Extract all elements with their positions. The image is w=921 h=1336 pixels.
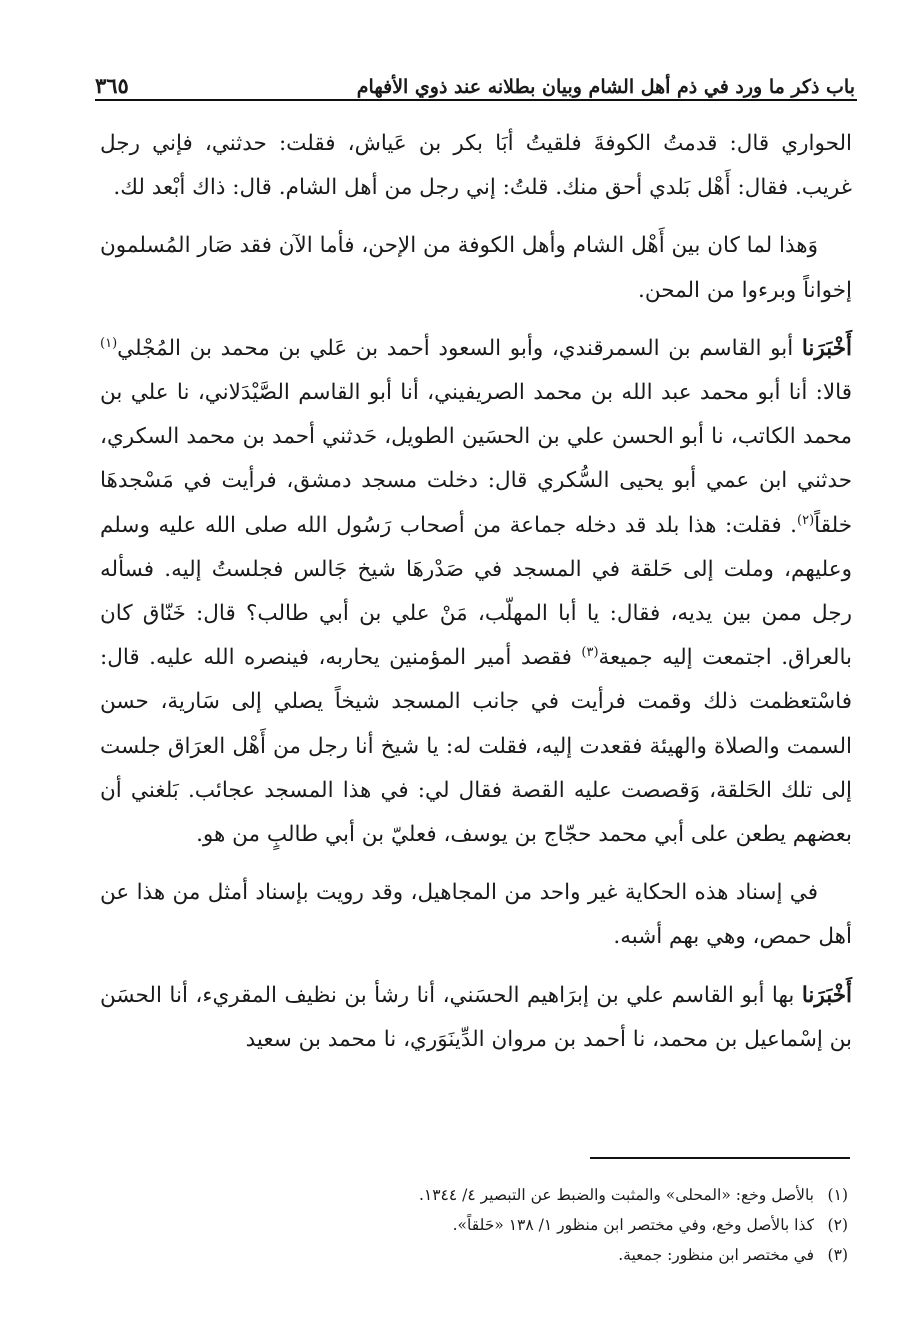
paragraph-3-text-c: . فقلت: هذا بلد قد دخله جماعة من أصحاب رَسُول الله صلى الله عليه وسلم وعليهم، وملت إلى حَلقة في المسجد في صَدْرهَا شيخ جَالس فجلستُ إليه. فسأله رجل ممن بين يديه، فقال: يا أبا المهلّب، مَنْ علي بن أبي طالب؟ قال: خَنّاق كان بالعراق. اجتمعت إليه جميعة <box>100 512 853 671</box>
footnote-text: في مختصر ابن منظور: جمعية. <box>618 1246 814 1264</box>
footnote-ref-2[interactable]: (٢) <box>797 512 815 528</box>
footnote-2 <box>300 1210 848 1240</box>
akhbarana-keyword: أَخْبَرَنا <box>801 335 852 361</box>
footnote-ref-1[interactable]: (١) <box>100 335 118 351</box>
footnote-text: بالأصل وخع: «المحلى» والمثبت والضبط عن التبصير ٤/ ١٣٤٤. <box>418 1186 814 1204</box>
chapter-title: باب ذكر ما ورد في ذم أهل الشام وبيان بطلانه عند ذوي الأفهام <box>356 76 855 98</box>
footnote-3 <box>300 1240 848 1270</box>
footnote-1 <box>300 1180 848 1210</box>
main-text <box>100 122 852 1062</box>
akhbarana-keyword: أَخْبَرَنا <box>801 982 852 1008</box>
header-rule <box>95 99 857 101</box>
paragraph-3 <box>100 327 852 857</box>
paragraph-3-text-b: قالا: أنا أبو محمد عبد الله بن محمد الصريفيني، أنا أبو القاسم الصَّيْدَلاني، نا علي بن محمد الكاتب، نا أبو الحسن علي بن الحسَين الطويل، حَدثني أحمد بن محمد السكري، حدثني ابن عمي أبو يحيى السُّكري قال: دخلت مسجد دمشق، فرأيت في مَسْجدهَا خلقاً <box>100 380 852 538</box>
footnote-ref-3[interactable]: (٣) <box>581 645 599 661</box>
footnote-rule <box>590 1157 850 1159</box>
paragraph-4: في إسناد هذه الحكاية غير واحد من المجاهيل، وقد رويت بإسناد أمثل من هذا عن أهل حمص، وهي بهم أشبه. <box>100 880 852 950</box>
footnote-number: (١) <box>827 1186 848 1204</box>
page-number: ٣٦٥ <box>95 73 129 98</box>
paragraph-5 <box>100 974 852 1062</box>
paragraph-2: وَهذا لما كان بين أَهْل الشام وأهل الكوفة من الإحن، فأما الآن فقد صَار المُسلمون إخواناً وبرءوا من المحن. <box>100 233 852 303</box>
paragraph-3-text-a: أبو القاسم بن السمرقندي، وأبو السعود أحمد بن عَلي بن محمد بن المُجْلي <box>117 335 802 361</box>
paragraph-5-text: بها أبو القاسم علي بن إبرَاهيم الحسَني، أنا رشأ بن نظيف المقريء، أنا الحسَن بن إسْماعيل بن محمد، نا أحمد بن مروان الدِّينَوَري، نا محمد بن سعيد <box>100 982 852 1052</box>
footnote-number: (٢) <box>827 1216 848 1234</box>
running-header <box>95 52 855 98</box>
paragraph-3-text-d: فقصد أمير المؤمنين يحاربه، فينصره الله عليه. قال: فاسْتعظمت ذلك وقمت فرأيت في جانب المسجد شيخاً يصلي إلى سَارية، حسن السمت والصلاة والهيئة فقعدت إليه، فقلت له: يا شيخ أنا رجل من أَهْل العرَاق جلست إلى تلك الحَلقة، وَقصصت عليه القصة فقال لي: في هذا المسجد عجائب. بَلغني أن بعضهم يطعن على أبي محمد حجّاج بن يوسف، فعليّ بن أبي طالبٍ من هو. <box>100 645 852 848</box>
footnotes <box>300 1180 848 1270</box>
footnote-text: كذا بالأصل وخع، وفي مختصر ابن منظور ١/ ١٣٨ «حَلقاً». <box>452 1216 814 1234</box>
footnote-number: (٣) <box>827 1246 848 1264</box>
paragraph-1: الحواري قال: قدمتُ الكوفةَ فلقيتُ أبَا بكر بن عَياش، فقلت: حدثني، فإني رجل غريب. فقال: أَهْل بَلدي أحق منك. قلتُ: إني رجل من أهل الشام. قال: ذاك أبْعد لك. <box>100 131 852 201</box>
